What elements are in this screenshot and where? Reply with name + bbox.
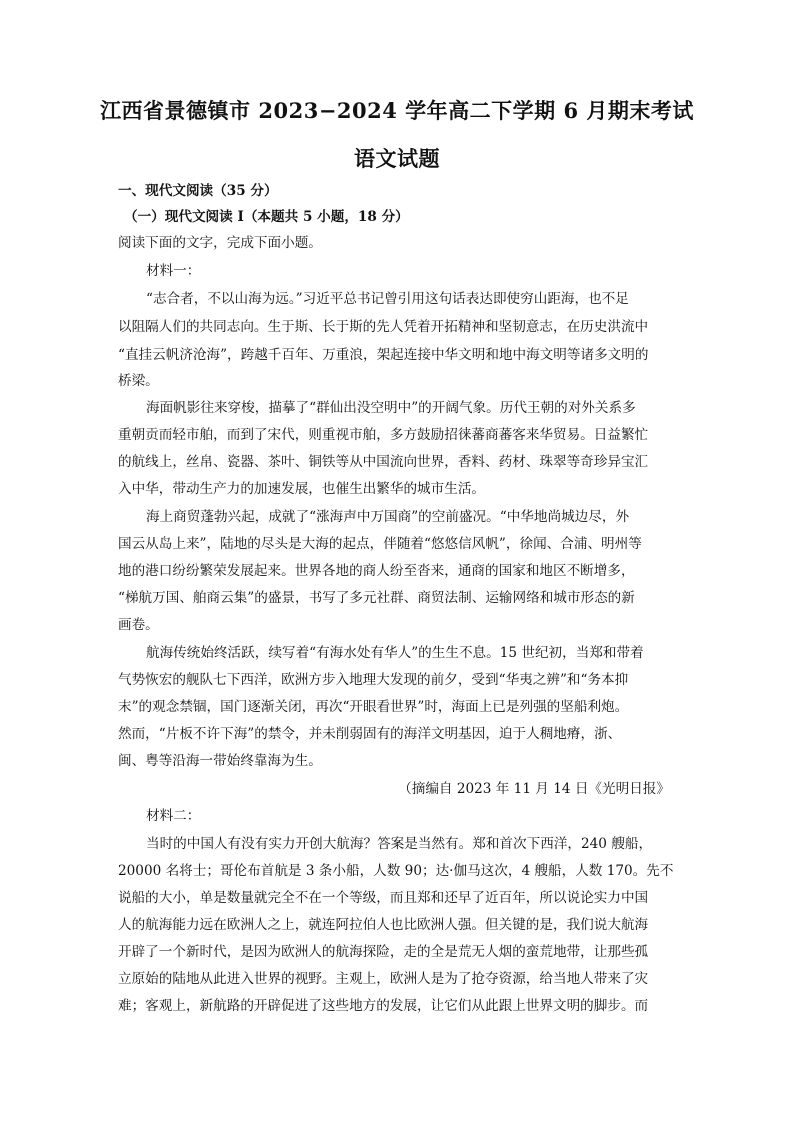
paragraph-line: 人的航海能力远在欧洲人之上，就连阿拉伯人也比欧洲人强。但关键的是，我们说大航海 (118, 917, 649, 933)
section-heading: 一、现代文阅读（35 分） (118, 183, 278, 199)
paragraph-line: 闽、粤等沿海一带始终靠海为生。 (118, 753, 322, 769)
paragraph-line: 海上商贸蓬勃兴起，成就了“涨海声中万国商”的空前盛况。“中华地尚城边尽，外 (146, 509, 630, 525)
material2-label: 材料二： (146, 808, 201, 824)
paragraph-line: 末”的观念禁锢，国门逐渐关闭，再次“开眼看世界”时，海面上已是列强的坚船利炮。 (118, 699, 629, 715)
source-citation: （摘编自 2023 年 11 月 14 日《光明日报》 (398, 781, 670, 797)
material1-label: 材料一： (146, 263, 201, 279)
subsection-heading: （一）现代文阅读 I（本题共 5 小题，18 分） (124, 209, 409, 225)
paragraph-line: “志合者，不以山海为远。”习近平总书记曾引用这句话表达即使穷山距海，也不足 (146, 291, 629, 307)
document-title: 江西省景德镇市 2023−2024 学年高二下学期 6 月期末考试 (100, 98, 694, 123)
paragraph-line: 桥梁。 (118, 373, 159, 389)
instruction-text: 阅读下面的文字，完成下面小题。 (118, 235, 322, 251)
paragraph-line: 然而，“片板不许下海”的禁令，并未削弱固有的海洋文明基因，迫于人稠地瘠，浙、 (118, 726, 622, 742)
paragraph-line: 当时的中国人有没有实力开创大航海？答案是当然有。郑和首次下西洋，240 艘船， (146, 836, 653, 852)
paragraph-line: “直挂云帆济沧海”，跨越千百年、万重浪，架起连接中华文明和地中海文明等诸多文明的 (118, 347, 649, 363)
paragraph-line: 难；客观上，新航路的开辟促进了这些地方的发展，让它们从此跟上世界文明的脚步。而 (118, 998, 649, 1014)
paragraph-line: 20000 名将士；哥伦布首航是 3 条小船，人数 90；达·伽马这次，4 艘船，人数 170。先不 (118, 863, 674, 879)
paragraph-line: 航海传统始终活跃，续写着“有海水处有华人”的生生不息。15 世纪初，当郑和带着 (146, 645, 644, 661)
paragraph-line: 重朝贡而轻市舶，而到了宋代，则重视市舶，多方鼓励招徕蕃商蕃客来华贸易。日益繁忙 (118, 427, 649, 443)
paragraph-line: 开辟了一个新时代，是因为欧洲人的航海探险，走的全是荒无人烟的蛮荒地带，让那些孤 (118, 944, 649, 960)
paragraph-line: 海面帆影往来穿梭，描摹了“群仙出没空明中”的开阔气象。历代王朝的对外关系多 (146, 400, 636, 416)
paragraph-line: 说船的大小，单是数量就完全不在一个等级，而且郑和还早了近百年，所以说论实力中国 (118, 890, 649, 906)
paragraph-line: 立原始的陆地从此进入世界的视野。主观上，欧洲人是为了抢夺资源，给当地人带来了灾 (118, 971, 649, 987)
paragraph-line: 以阻隔人们的共同志向。生于斯、长于斯的先人凭着开拓精神和坚韧意志，在历史洪流中 (118, 319, 649, 335)
paragraph-line: 气势恢宏的舰队七下西洋，欧洲方步入地理大发现的前夕，受到“华夷之辨”和“务本抑 (118, 672, 629, 688)
document-subtitle: 语文试题 (354, 146, 440, 171)
paragraph-line: 入中华，带动生产力的加速发展，也催生出繁华的城市生活。 (118, 481, 486, 497)
paragraph-line: 国云从岛上来”，陆地的尽头是大海的起点，伴随着“悠悠信风帆”，徐闻、合浦、明州等 (118, 536, 642, 552)
paragraph-line: 的航线上，丝帛、瓷器、茶叶、铜铁等从中国流向世界，香料、药材、珠翠等奇珍异宝汇 (118, 454, 649, 470)
paragraph-line: 地的港口纷纷繁荣发展起来。世界各地的商人纷至沓来，通商的国家和地区不断增多， (118, 563, 635, 579)
paragraph-line: “梯航万国、舶商云集”的盛景，书写了多元社群、商贸法制、运输网络和城市形态的新 (118, 590, 635, 606)
paragraph-line: 画卷。 (118, 617, 159, 633)
